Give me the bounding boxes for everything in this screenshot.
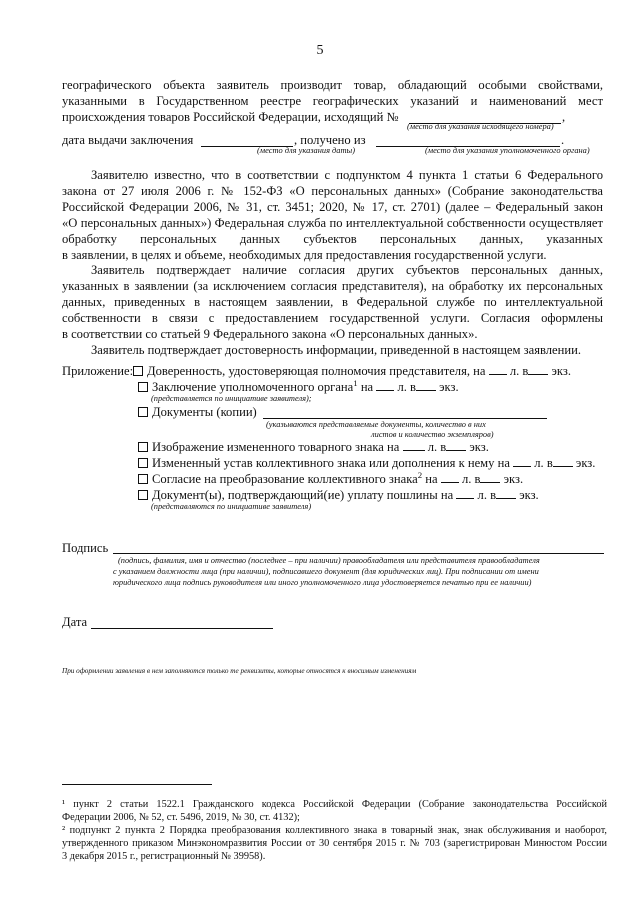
footnote-2-line-1: ² подпункт 2 пункта 2 Порядка преобразования коллективного знака в товарный знак, знак обслуживания и наоборот, bbox=[62, 825, 607, 836]
note-documents-1: (указываются представляемые документы, количество в них bbox=[266, 420, 486, 429]
signature-note-2: с указанием должности лица (при наличии), подписавшего документ (для юридических лиц). При подписании от имени bbox=[113, 567, 539, 576]
issue-date-period: . bbox=[561, 133, 565, 147]
attachments-label: Приложение: bbox=[62, 364, 134, 378]
p3-line-1: Заявитель подтверждает наличие согласия других субъектов персональных данных, bbox=[91, 263, 603, 277]
checkbox-power-of-attorney[interactable] bbox=[133, 366, 143, 376]
attachment-conversion-consent: Согласие на преобразование коллективного знака$^2$ на л. в экз. bbox=[138, 472, 523, 487]
attachment-modified-trademark-image: Изображение измененного товарного знака на л. в экз. bbox=[138, 440, 489, 455]
checkbox-consent[interactable] bbox=[138, 474, 148, 484]
note-documents-2: листов и количество экземпляров) bbox=[371, 430, 494, 439]
note-conclusion: (представляется по инициативе заявителя); bbox=[151, 394, 312, 403]
date-field[interactable] bbox=[91, 628, 273, 629]
copies-field[interactable] bbox=[416, 390, 436, 391]
footnote-2-line-3: 3 декабря 2015 г., регистрационный № 39958). bbox=[62, 851, 266, 862]
copies-field[interactable] bbox=[446, 450, 466, 451]
sheets-field[interactable] bbox=[456, 498, 474, 499]
checkbox-documents[interactable] bbox=[138, 407, 148, 417]
sheets-field[interactable] bbox=[376, 390, 394, 391]
checkbox-charter[interactable] bbox=[138, 458, 148, 468]
footnote-1-line-1: ¹ пункт 2 статьи 1522.1 Гражданского кодекса Российской Федерации (Собрание законодательства Российской bbox=[62, 799, 607, 810]
signature-label: Подпись bbox=[62, 541, 109, 555]
attachment-authorized-body-conclusion: Заключение уполномоченного органа$^1$ на л. в экз. bbox=[138, 380, 459, 395]
received-from-label: , получено из bbox=[294, 133, 366, 147]
fill-note: При оформлении заявления в нем заполняются только те реквизиты, которые относятся к вносимым изменениям bbox=[62, 667, 417, 675]
sheets-field[interactable] bbox=[403, 450, 425, 451]
signature-field[interactable] bbox=[113, 553, 604, 554]
footnote-separator bbox=[62, 784, 212, 785]
footnote-1-line-2: Федерации 2006, № 52, ст. 5496, 2019, № 30, ст. 4132); bbox=[62, 812, 300, 823]
signature-note-3: юридического лица подпись руководителя или иного уполномоченного лица удостоверяется печатью при ее наличии) bbox=[113, 578, 532, 587]
p3-line-4: собственности в связи с предоставлением государственной услуги. Согласия оформлены bbox=[62, 311, 603, 325]
attachment-documents-copies: Документы (копии) bbox=[138, 405, 257, 420]
issue-date-label: дата выдачи заключения bbox=[62, 133, 194, 147]
signature-note-1: (подпись, фамилия, имя и отчество (последнее – при наличии) правообладателя или представителя правообладателя bbox=[118, 556, 540, 565]
p1-line-3: происхождения товаров Российской Федерации, исходящий № bbox=[62, 110, 399, 124]
p1-comma: , bbox=[562, 110, 566, 124]
page-number: 5 bbox=[316, 43, 324, 58]
p3-line-2: указанных в заявлении (за исключением согласия представителя), на обработку их персональных bbox=[62, 279, 603, 293]
p3-line-5: в соответствии со статьей 9 Федерального закона «О персональных данных». bbox=[62, 327, 478, 341]
caption-date: (место для указания даты) bbox=[257, 146, 355, 155]
p2-line-5: обработку персональных данных субъектов персональных данных, указанных bbox=[62, 232, 603, 246]
caption-outgoing-number: (место для указания исходящего номера) bbox=[407, 122, 554, 131]
documents-field[interactable] bbox=[263, 418, 547, 419]
attachment-power-of-attorney: Доверенность, удостоверяющая полномочия представителя, на л. в экз. bbox=[133, 364, 571, 379]
p1-line-1: географического объекта заявитель производит товар, обладающий особыми свойствами, bbox=[62, 78, 603, 92]
checkbox-fee[interactable] bbox=[138, 490, 148, 500]
date-label: Дата bbox=[62, 615, 88, 629]
p2-line-2: закона от 27 июля 2006 г. № 152-ФЗ «О персональных данных» (Собрание законодательства bbox=[62, 184, 603, 198]
sheets-field[interactable] bbox=[441, 482, 459, 483]
p1-line-2: указанными в Государственном реестре географических указаний и наименований мест bbox=[62, 94, 603, 108]
copies-field[interactable] bbox=[480, 482, 500, 483]
caption-authorized-body: (место для указания уполномоченного органа) bbox=[425, 146, 590, 155]
sheets-field[interactable] bbox=[513, 466, 531, 467]
attachment-fee-payment: Документ(ы), подтверждающий(ие) уплату пошлины на л. в экз. bbox=[138, 488, 539, 503]
p4-line: Заявитель подтверждает достоверность информации, приведенной в настоящем заявлении. bbox=[91, 343, 582, 357]
checkbox-trademark-image[interactable] bbox=[138, 442, 148, 452]
attachment-modified-charter: Измененный устав коллективного знака или дополнения к нему на л. в экз. bbox=[138, 456, 595, 471]
copies-field[interactable] bbox=[496, 498, 516, 499]
note-fee: (представляются по инициативе заявителя) bbox=[151, 502, 312, 511]
p3-line-3: данных, приведенных в настоящем заявлении, в Федеральной службе по интеллектуальной bbox=[62, 295, 603, 309]
copies-field[interactable] bbox=[553, 466, 573, 467]
footnote-2-line-2: утвержденного приказом Минэкономразвития России от 30 сентября 2015 г. № 703 (зарегистрирован Минюстом России bbox=[62, 838, 607, 849]
p2-line-6: в заявлении, в целях и объеме, необходимых для предоставления государственной услуги. bbox=[62, 248, 547, 262]
p2-line-1: Заявителю известно, что в соответствии с подпунктом 4 пункта 1 статьи 6 Федерального bbox=[91, 168, 603, 182]
sheets-field[interactable] bbox=[489, 374, 507, 375]
p2-line-4: «О персональных данных») Федеральная служба по интеллектуальной собственности осуществляет bbox=[62, 216, 603, 230]
copies-field[interactable] bbox=[528, 374, 548, 375]
p2-line-3: Российской Федерации 2006, № 31, ст. 3451; 2020, № 17, ст. 2701) (далее – Федеральный закон bbox=[62, 200, 603, 214]
checkbox-conclusion[interactable] bbox=[138, 382, 148, 392]
